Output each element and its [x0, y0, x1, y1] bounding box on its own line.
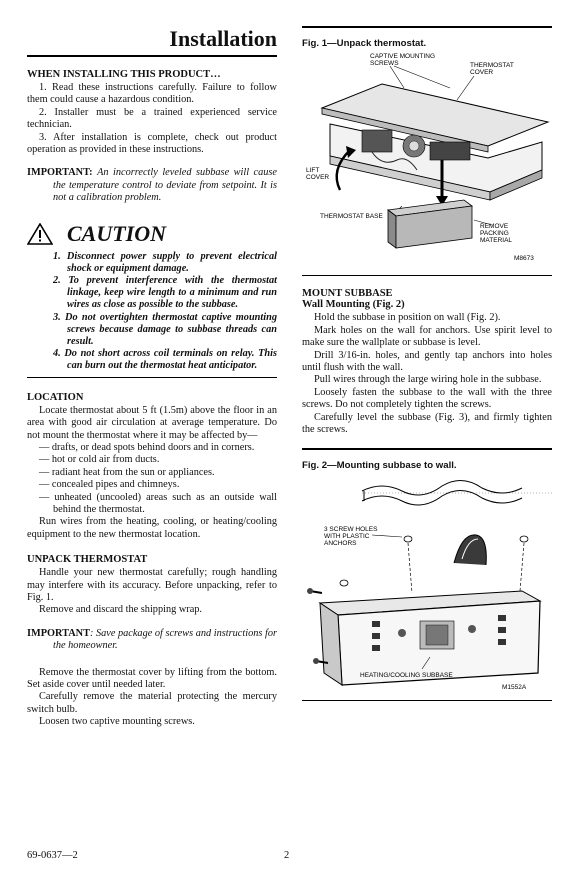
- page-number: 2: [284, 850, 290, 861]
- fig1-label-captive-1: CAPTIVE MOUNTING: [370, 53, 436, 61]
- fig1-label-packing-1: REMOVE: [480, 223, 509, 231]
- important-label: IMPORTANT:: [27, 167, 93, 179]
- caution-item-1: 1. Disconnect power supply to prevent electrical shock or equipment damage.: [53, 250, 277, 274]
- fig2-bottom-rule: [302, 700, 552, 701]
- fig1-code: M8673: [514, 255, 534, 263]
- fig2-caption: Fig. 2—Mounting subbase to wall.: [302, 460, 457, 472]
- fig1-label-captive-2: SCREWS: [370, 60, 399, 68]
- fig2-label-holes-3: ANCHORS: [324, 539, 357, 547]
- fig1-label-cover-1: THERMOSTAT: [470, 62, 514, 70]
- fig2-label-holes-1: 3 SCREW HOLES: [324, 525, 378, 533]
- when-installing-item-2: 2. Installer must be a trained experienced service technician.: [27, 106, 277, 131]
- fig1-caption: Fig. 1—Unpack thermostat.: [302, 38, 427, 49]
- mount-heading: MOUNT SUBBASE: [302, 288, 393, 300]
- unpack-para-2: Remove and discard the shipping wrap.: [39, 604, 202, 616]
- important-text-2: : Save package of screws and instructions for the homeowner.: [53, 627, 277, 652]
- fig1-label-packing-3: MATERIAL: [480, 237, 513, 245]
- caution-title: CAUTION: [67, 220, 167, 246]
- mount-para-2: Mark holes on the wall for anchors. Use spirit level to make sure the wallplate or subbase is level.: [302, 324, 552, 349]
- fig1-label-cover-2: COVER: [470, 69, 494, 77]
- location-intro: Locate thermostat about 5 ft (1.5m) above the floor in an area with good air circulation at average temperature. Do not mount the thermostat where it may be affected by—: [27, 404, 277, 441]
- when-installing-item-3: 3. After installation is complete, check out product operation as provided in these instructions.: [27, 131, 277, 156]
- when-installing-heading: WHEN INSTALLING THIS PRODUCT…: [27, 69, 221, 80]
- left-column: [27, 26, 277, 729]
- fig2-code: M1552A: [502, 683, 527, 691]
- caution-item-4: 4. Do not short across coil terminals on relay. This can burn out the thermostat heat anticipator.: [53, 348, 277, 372]
- remove-para-1: Remove the thermostat cover by lifting from the bottom. Set aside cover until needed later.: [27, 666, 277, 690]
- when-installing-item-1: 1. Read these instructions carefully. Failure to follow them could cause a hazardous condition.: [27, 82, 277, 106]
- mount-subheading: Wall Mounting (Fig. 2): [302, 299, 405, 311]
- unpack-para-1: Handle your new thermostat carefully; rough handling may interfere with its accuracy. Before unpacking, refer to Fig. 1.: [27, 567, 277, 603]
- mount-para-3: Drill 3/16-in. holes, and gently tap anchors into holes until flush with the wall.: [302, 349, 552, 374]
- right-column: [302, 26, 552, 701]
- location-bullet-2: — hot or cold air from ducts.: [39, 454, 160, 466]
- caution-item-2: 2. To prevent interference with the thermostat linkage, keep wire length to a minimum and run wires as close as possible to the subbase.: [53, 275, 277, 311]
- location-bullet-1: — drafts, or dead spots behind doors and in corners.: [39, 441, 255, 453]
- fig2-top-rule: [302, 448, 552, 450]
- remove-para-2: Carefully remove the material protecting the mercury switch bulb.: [27, 691, 277, 715]
- fig1-label-packing-2: PACKING: [480, 230, 509, 238]
- mount-para-5: Loosely fasten the subbase to the wall with the three screws. Do not completely tighten the screws.: [302, 386, 552, 411]
- location-bullet-3: — radiant heat from the sun or appliances.: [39, 466, 215, 478]
- mount-para-6: Carefully level the subbase (Fig. 3), and firmly tighten the screws.: [302, 411, 552, 436]
- fig2-label-subbase: HEATING/COOLING SUBBASE: [360, 671, 453, 679]
- warning-triangle-icon: [27, 223, 53, 245]
- important-note-screws: [27, 628, 277, 653]
- page-title: Installation: [27, 26, 277, 57]
- important-note-level: [27, 167, 277, 204]
- important-text: An incorrectly leveled subbase will cause the temperature control to deviate from setpoint. It is not a calibration problem.: [53, 167, 278, 204]
- location-bullet-5: — unheated (uncooled) areas such as an outside wall behind the thermostat.: [39, 491, 277, 515]
- mount-para-4: Pull wires through the large wiring hole in the subbase.: [314, 374, 542, 386]
- remove-para-3: Loosen two captive mounting screws.: [39, 716, 195, 728]
- location-outro: Run wires from the heating, cooling, or heating/cooling equipment to the new thermostat location.: [27, 516, 277, 540]
- fig1-bottom-rule: [302, 275, 552, 276]
- caution-list: [27, 251, 277, 378]
- fig1-top-rule: [302, 26, 552, 28]
- fig1-label-lift-1: LIFT: [306, 167, 320, 175]
- location-heading: LOCATION: [27, 391, 84, 403]
- fig2-label-holes-2: WITH PLASTIC: [324, 532, 370, 540]
- unpack-heading: UNPACK THERMOSTAT: [27, 554, 148, 566]
- caution-header: [27, 221, 277, 247]
- fig1-label-lift-2: COVER: [306, 174, 330, 182]
- fig1-illustration: [302, 50, 552, 265]
- caution-item-3: 3. Do not overtighten thermostat captive mounting screws because damage to subbase threads can result.: [53, 311, 277, 348]
- important-label-2: IMPORTANT: [27, 627, 90, 639]
- mount-para-1: Hold the subbase in position on wall (Fig. 2).: [314, 312, 501, 324]
- location-bullet-4: — concealed pipes and chimneys.: [39, 479, 180, 491]
- fig1-label-base: THERMOSTAT BASE: [320, 213, 383, 221]
- doc-number: 69-0637—2: [27, 850, 78, 861]
- fig2-illustration: [302, 473, 552, 698]
